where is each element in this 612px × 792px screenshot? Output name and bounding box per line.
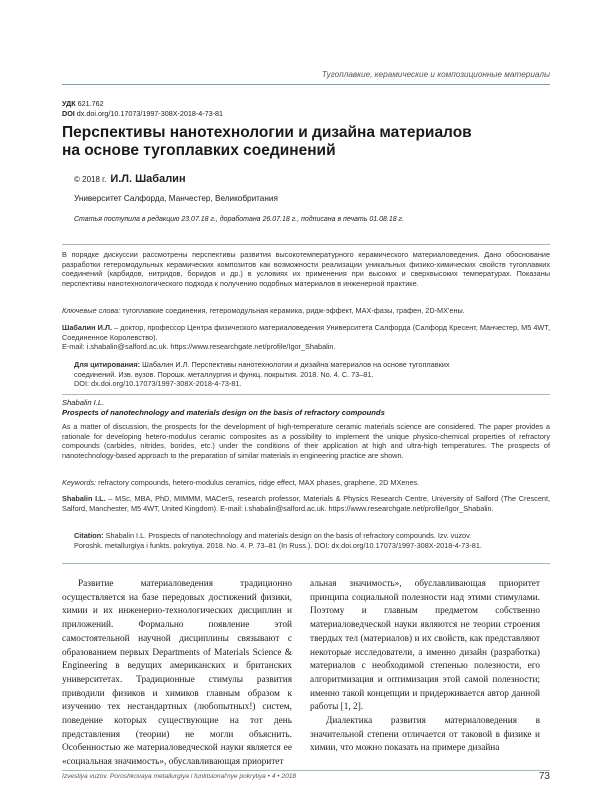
- article-title: [62, 124, 542, 160]
- journal-footer: Izvestiya vuzov. Poroshkovaya metallurgiya i funktsional'nye pokrytiya • 4 • 2018: [62, 773, 297, 780]
- author-info-ru-text: – доктор, профессор Центра физического материаловедения Университета Салфорда (Салфорд Кресент, Манчестер, M5 4WT, Соединенное Королевство).: [62, 323, 550, 342]
- author-line: [74, 173, 186, 185]
- keywords-ru-label: Ключевые слова:: [62, 306, 121, 315]
- article-meta: [62, 99, 223, 119]
- citation-ru: [74, 360, 544, 389]
- author-info-ru: [62, 323, 550, 352]
- english-author: Shabalin I.L.: [62, 398, 105, 407]
- citation-en-line-1: Shabalin I.L. Prospects of nanotechnology and materials design on the basis of refractory compounds. Izv. vuzov.: [105, 531, 472, 540]
- author-info-ru-contacts[interactable]: E-mail: i.shabalin@salford.ac.uk. https://www.researchgate.net/profile/Igor_Shabalin.: [62, 342, 336, 352]
- body-paragraph: альная значимость», обуславливающая приоритет принципа социальной полезности над этими стимулами. Поэтому и главным предметом собственно материаловедческой науки являются не теории строения твердых тел (материалов) и их свойств, как представляют некоторые исследователи, а именно дизайн (разработка) материалов с необходимой степенью полезности, его алгоритмизация и оптимизация этой самой полезности; именно такой концепции и придерживается автор данной работы [1, 2].: [310, 579, 540, 713]
- header-divider: [62, 84, 550, 85]
- english-heading: [62, 398, 550, 418]
- body-column-left: [62, 578, 292, 770]
- citation-en-line-2: Poroshk. metallurgiya i funkts. pokrytiya. 2018. No. 4. P. 73–81 (In Russ.). DOI: dx.doi.org/10.17073/1997-308X-2018-4-73-81.: [74, 540, 482, 550]
- copyright: © 2018 г.: [74, 175, 107, 184]
- section-divider: [62, 394, 550, 395]
- doi-value[interactable]: dx.doi.org/10.17073/1997-308X-2018-4-73-81: [76, 109, 224, 118]
- abstract-en: As a matter of discussion, the prospects for the development of high-temperature ceramic materials science are considered. The paper provides a rationale for developing hetero-modulus ceramic composites as a possibility to implement the unique physico-chemical properties of refractory compounds (carbides, nitrides, borides, etc.) under the conditions of their application at high and ultra-high temperatures. The prospects of nanotechnology-based approach to the preparation of similar materials in engineering practice are shown.: [62, 422, 550, 460]
- abstract-ru: В порядке дискуссии рассмотрены перспективы развития высокотемпературного керамического материаловедения. Дано обоснование разработки гетеромодульных керамических композитов как возможности реализации уникальных физико-химических свойств тугоплавких соединений (карбидов, нитридов, боридов и др.) в условиях их применения при высоких и сверхвысоких температурах. Показаны перспективы нанотехнологического подхода к получению подобных материалов в инженерной практике.: [62, 250, 550, 288]
- author-info-ru-name: Шабалин И.Л.: [62, 323, 113, 332]
- author-info-en-text: – MSc, MBA, PhD, MIMMM, MACerS, research professor, Materials & Physics Research Centre, University of Salford (The Crescent, Salford, Manchester, M5 4WT, United Kingdom). E-mail: i.shabalin@salford.ac.uk. https://www.researchgate.net/profile/Igor_Shabalin.: [62, 494, 550, 513]
- udk-value: 621.762: [77, 99, 104, 108]
- body-column-right: [310, 578, 540, 756]
- received-dates: Статья поступила в редакцию 23.07.18 г., доработана 26.07.18 г., подписана в печать 01.08.18 г.: [74, 216, 404, 223]
- english-title: Prospects of nanotechnology and materials design on the basis of refractory compounds: [62, 408, 385, 417]
- citation-ru-line-1: Шабалин И.Л. Перспективы нанотехнологии и дизайна материалов на основе тугоплавких: [142, 360, 450, 369]
- section-divider: [62, 563, 550, 564]
- footer-divider: [62, 770, 550, 771]
- keywords-en-text: refractory compounds, hetero-modulus ceramics, ridge effect, MAX phases, graphene, 2D MXenes.: [98, 478, 420, 487]
- affiliation: Университет Салфорда, Манчестер, Великобритания: [74, 194, 278, 203]
- citation-ru-label: Для цитирования:: [74, 360, 141, 369]
- author-info-en: [62, 494, 550, 513]
- running-title: Тугоплавкие, керамические и композиционные материалы: [321, 70, 550, 79]
- keywords-ru-text: тугоплавкие соединения, гетеромодульная керамика, ридж-эффект, MAX-фазы, графен, 2D-MX'ены.: [122, 306, 465, 315]
- citation-ru-line-3: DOI: dx.doi.org/10.17073/1997-308X-2018-4-73-81.: [74, 379, 242, 389]
- citation-en: [74, 531, 544, 550]
- keywords-ru: [62, 306, 550, 316]
- citation-ru-line-2: соединений. Изв. вузов. Порошк. металлургия и функц. покрытия. 2018. No. 4. C. 73–81.: [74, 369, 374, 379]
- title-line-1: Перспективы нанотехнологии и дизайна материалов: [62, 124, 472, 141]
- body-paragraph: Диалектика развития материаловедения в значительной степени отличается от таковой в физике и химии, что можно показать на примере дизайна: [310, 716, 540, 754]
- udk-label: УДК: [62, 99, 76, 108]
- author-info-en-name: Shabalin I.L.: [62, 494, 106, 503]
- title-line-2: на основе тугоплавких соединений: [62, 142, 336, 159]
- keywords-en: [62, 478, 550, 488]
- keywords-en-label: Keywords:: [62, 478, 97, 487]
- author-name: И.Л. Шабалин: [110, 173, 186, 185]
- page-number: 73: [538, 771, 550, 782]
- citation-en-label: Citation:: [74, 531, 104, 540]
- doi-label: DOI: [62, 109, 75, 118]
- section-divider: [62, 244, 550, 245]
- body-paragraph: Развитие материаловедения традиционно осуществляется на базе передовых достижений физики, химии и их инженерно-технологических дисциплин и приложений. Формально появление этой самостоятельной научной дисциплины связывают с образованием первых Departments of Materials Science & Engineering в ведущих американских и британских университетах. Традиционные стимулы развития приводили физиков и химиков главным образом к изучению тех нестандартных (любопытных!) систем, поведение которых существующие на тот день представления (теории) не могли объяснить. Особенностью же материаловедческой науки является ее «социальная значимость», обуславливающая приоритет: [62, 579, 292, 768]
